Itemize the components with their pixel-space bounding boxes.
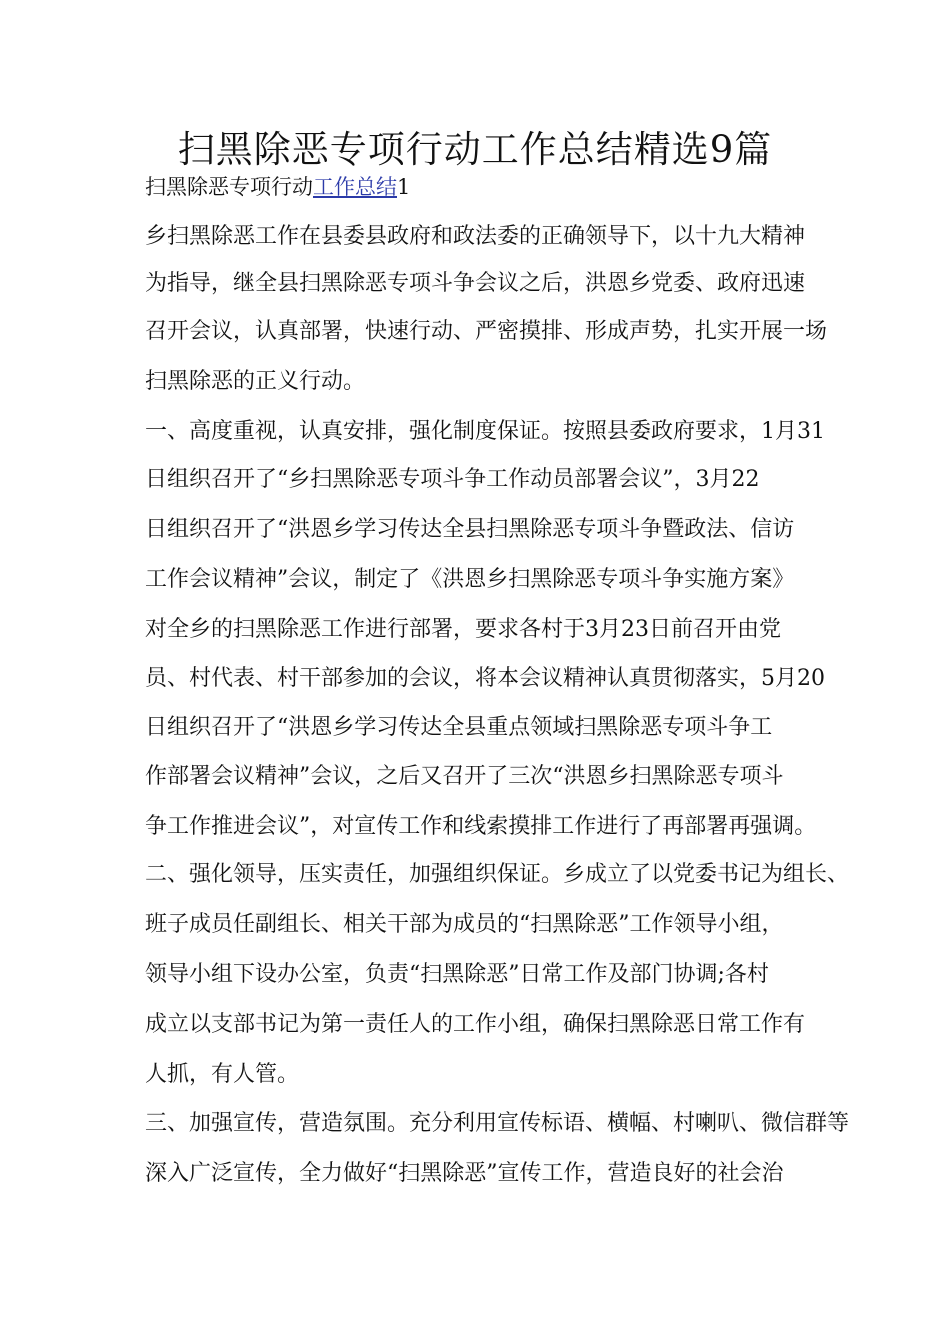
body-line: 对全乡的扫黑除恶工作进行部署，要求各村于3月23日前召开由党 [145, 617, 781, 642]
body-line: 争工作推进会议”，对宣传工作和线索摸排工作进行了再部署再强调。 [145, 814, 817, 839]
work-summary-link[interactable]: 工作总结 [313, 175, 397, 199]
body-line: 乡扫黑除恶工作在县委县政府和政法委的正确领导下，以十九大精神 [145, 224, 806, 249]
body-line: 员、村代表、村干部参加的会议，将本会议精神认真贯彻落实，5月20 [145, 666, 825, 691]
body-line: 成立以支部书记为第一责任人的工作小组，确保扫黑除恶日常工作有 [145, 1012, 806, 1037]
body-line: 人抓，有人管。 [145, 1062, 300, 1087]
body-line: 班子成员任副组长、相关干部为成员的“扫黑除恶”工作领导小组， [145, 912, 784, 937]
document-subtitle [145, 172, 410, 202]
subtitle-suffix: 1 [397, 175, 411, 199]
body-line: 日组织召开了“洪恩乡学习传达全县重点领域扫黑除恶专项斗争工 [145, 715, 773, 740]
body-line: 工作会议精神”会议，制定了《洪恩乡扫黑除恶专项斗争实施方案》 [145, 567, 795, 592]
body-line: 二、强化领导，压实责任，加强组织保证。乡成立了以党委书记为组长、 [145, 862, 850, 887]
body-line: 召开会议，认真部署，快速行动、严密摸排、形成声势，扎实开展一场 [145, 319, 828, 344]
body-line: 扫黑除恶的正义行动。 [145, 369, 366, 394]
body-line: 日组织召开了“乡扫黑除恶专项斗争工作动员部署会议”，3月22 [145, 467, 760, 492]
body-line: 领导小组下设办公室，负责“扫黑除恶”日常工作及部门协调;各村 [145, 962, 769, 987]
document-title: 扫黑除恶专项行动工作总结精选9篇 [177, 128, 773, 171]
body-line: 深入广泛宣传，全力做好“扫黑除恶”宣传工作，营造良好的社会治 [145, 1161, 784, 1186]
body-line: 为指导，继全县扫黑除恶专项斗争会议之后，洪恩乡党委、政府迅速 [145, 271, 806, 296]
body-line: 一、高度重视，认真安排，强化制度保证。按照县委政府要求，1月31 [145, 419, 825, 444]
body-line: 作部署会议精神”会议，之后又召开了三次“洪恩乡扫黑除恶专项斗 [145, 764, 784, 789]
subtitle-prefix: 扫黑除恶专项行动 [145, 175, 313, 199]
body-line: 三、加强宣传，营造氛围。充分利用宣传标语、横幅、村喇叭、微信群等 [145, 1111, 850, 1136]
body-line: 日组织召开了“洪恩乡学习传达全县扫黑除恶专项斗争暨政法、信访 [145, 517, 795, 542]
